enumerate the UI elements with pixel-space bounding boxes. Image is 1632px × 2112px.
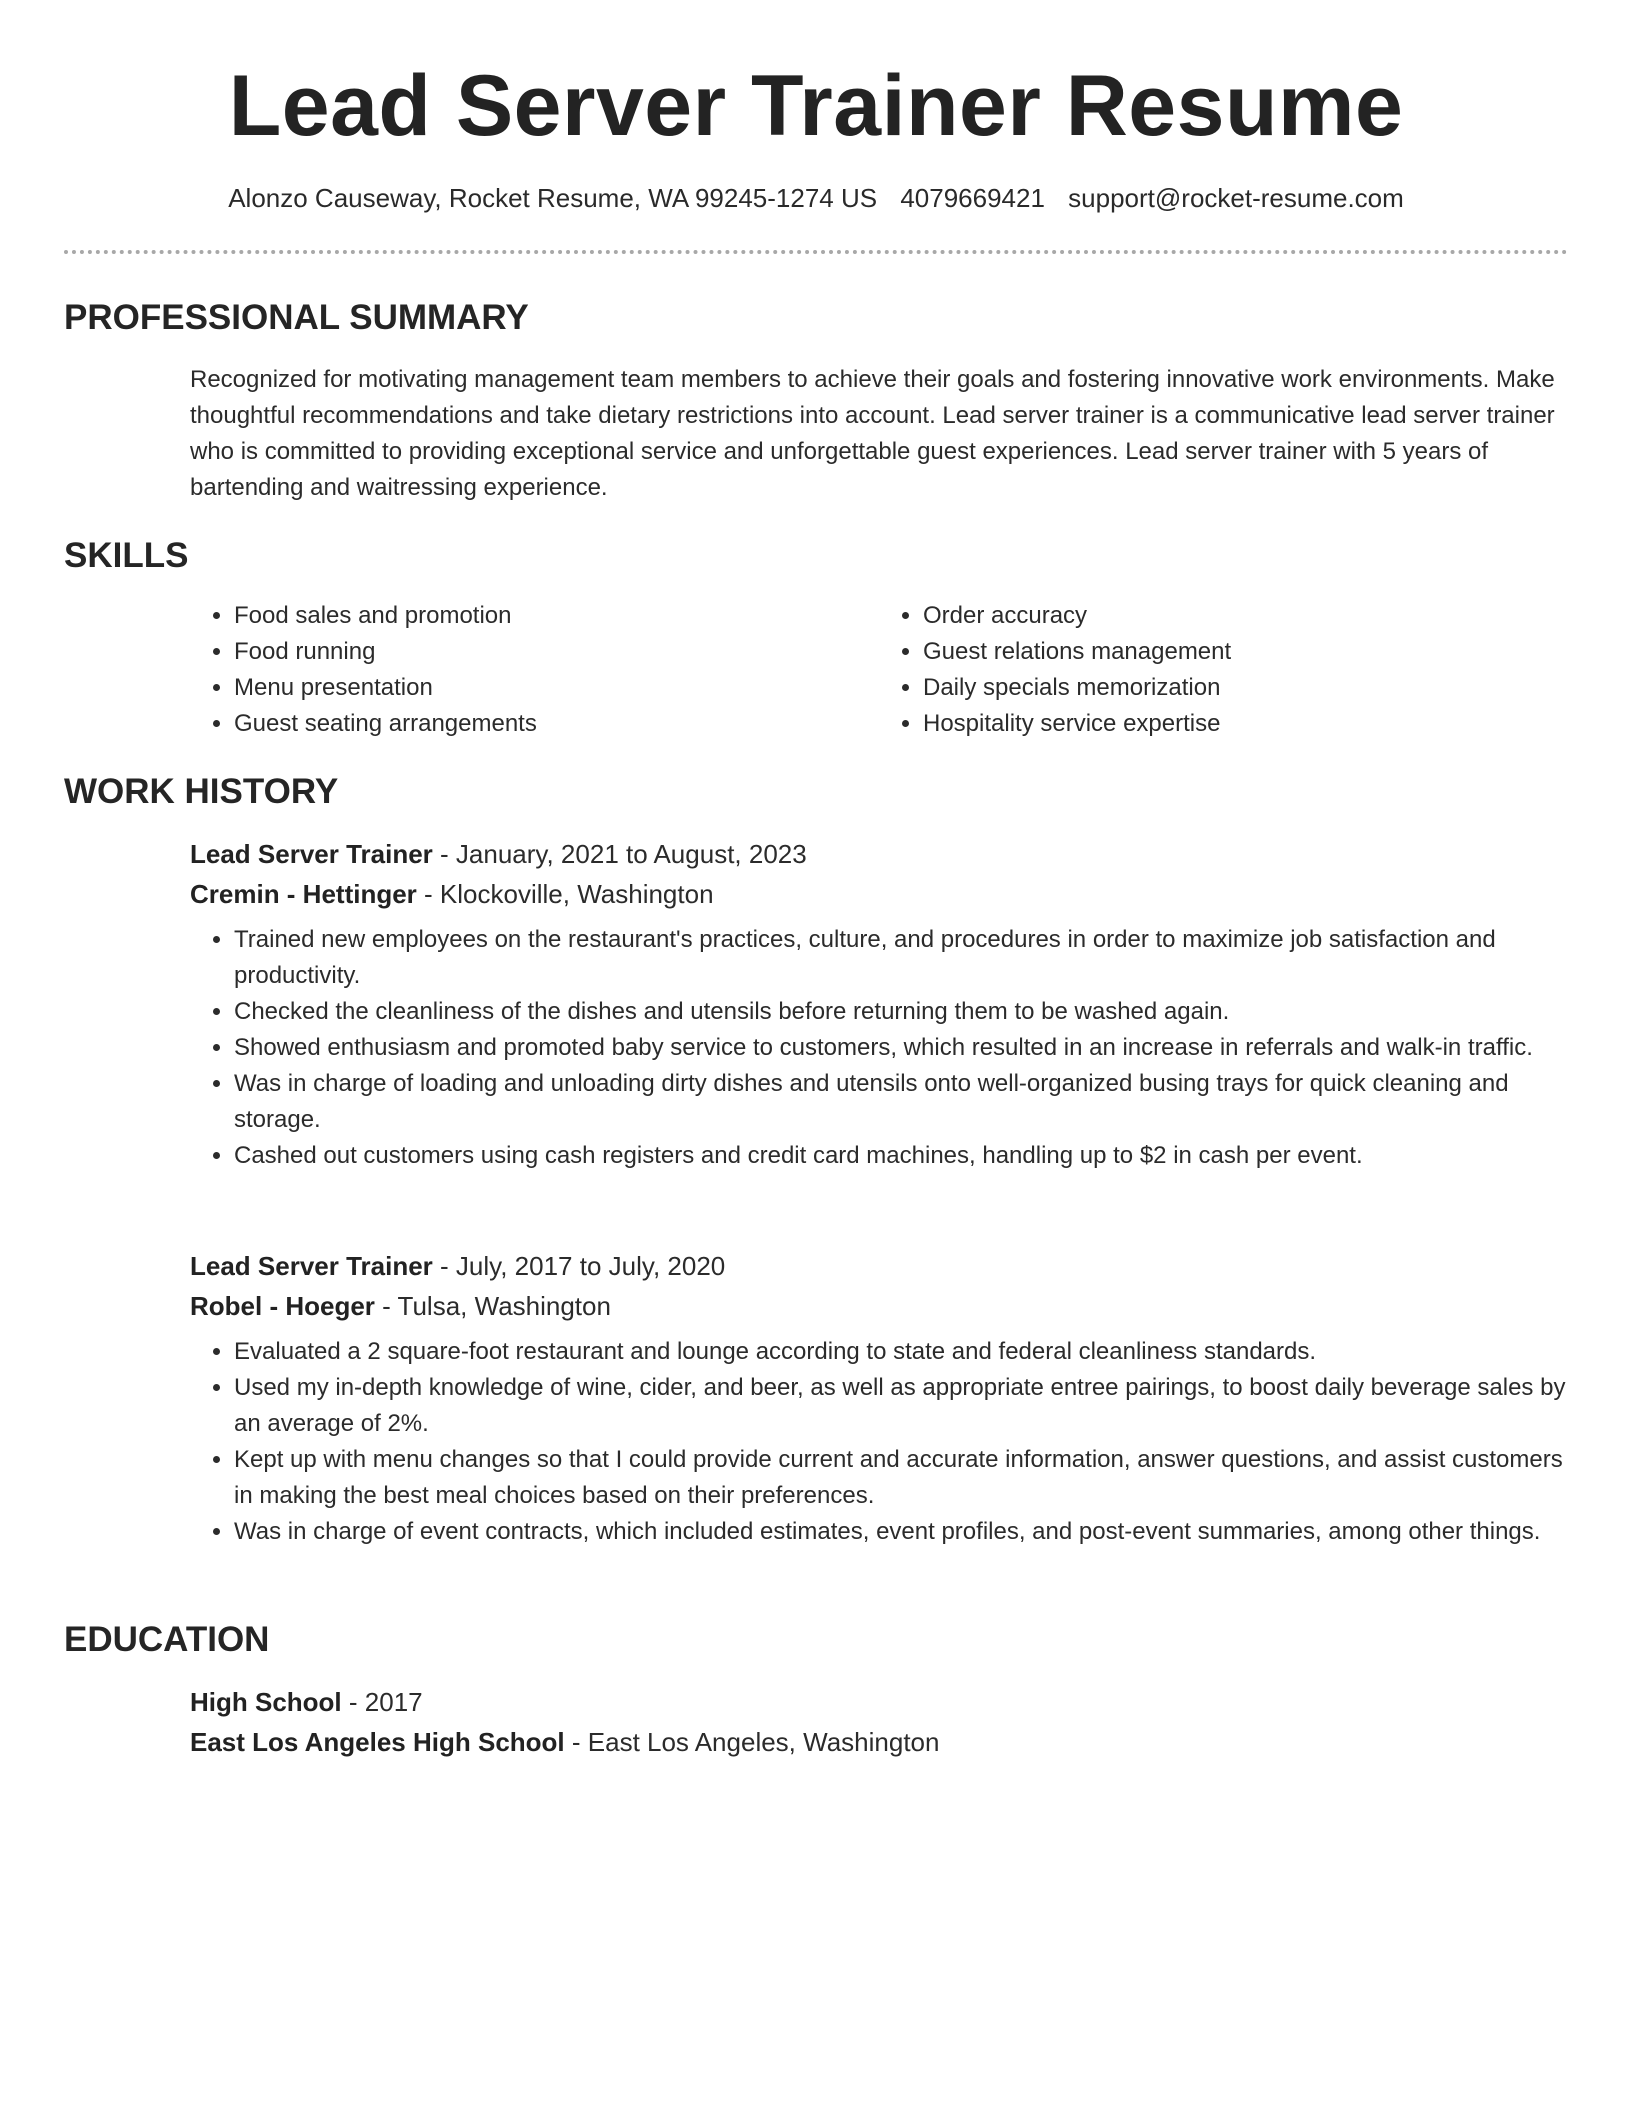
job-bullet: • Evaluated a 2 square-foot restaurant and lounge according to state and federal cleanliness standards. — [234, 1334, 1568, 1370]
job-dates: - July, 2017 to July, 2020 — [432, 1251, 726, 1281]
education-location: - East Los Angeles, Washington — [564, 1727, 940, 1757]
education-degree: High School — [190, 1687, 342, 1717]
job-entry — [190, 834, 1568, 1174]
job-bullet: • Checked the cleanliness of the dishes and utensils before returning them to be washed again. — [234, 994, 1568, 1030]
job-bullet: • Kept up with menu changes so that I could provide current and accurate information, answer questions, and assist customers in making the best meal choices based on their preferences. — [234, 1442, 1568, 1514]
education-degree-line — [190, 1682, 1568, 1722]
education-entry — [190, 1682, 1568, 1762]
job-entry — [190, 1246, 1568, 1550]
job-title: Lead Server Trainer — [190, 1251, 433, 1281]
work-heading: WORK HISTORY — [64, 772, 339, 811]
job-company: Cremin - Hettinger — [190, 879, 417, 909]
skill-item: • Guest relations management — [923, 634, 1568, 670]
skills-column-right — [879, 598, 1568, 742]
job-bullet: • Trained new employees on the restaurant's practices, culture, and procedures in order to maximize job satisfaction and productivity. — [234, 922, 1568, 994]
job-dates: - January, 2021 to August, 2023 — [432, 839, 807, 869]
skill-item: • Food sales and promotion — [234, 598, 879, 634]
education-school: East Los Angeles High School — [190, 1727, 565, 1757]
skills-column-left — [190, 598, 879, 742]
summary-heading: PROFESSIONAL SUMMARY — [64, 298, 529, 337]
job-bullet: • Used my in-depth knowledge of wine, cider, and beer, as well as appropriate entree pairings, to boost daily beverage sales by an average of 2%. — [234, 1370, 1568, 1442]
job-title-line — [190, 834, 1568, 874]
contact-address: Alonzo Causeway, Rocket Resume, WA 99245-1274 US — [228, 183, 878, 213]
job-bullet: • Showed enthusiasm and promoted baby service to customers, which resulted in an increase in referrals and walk-in traffic. — [234, 1030, 1568, 1066]
skills-heading: SKILLS — [64, 536, 189, 575]
job-bullets — [190, 1334, 1568, 1550]
skill-item: • Guest seating arrangements — [234, 706, 879, 742]
contact-phone: 4079669421 — [900, 183, 1045, 213]
job-title: Lead Server Trainer — [190, 839, 433, 869]
job-company-line — [190, 874, 1568, 914]
skill-item: • Menu presentation — [234, 670, 879, 706]
job-bullet: • Was in charge of event contracts, which included estimates, event profiles, and post-event summaries, among other things. — [234, 1514, 1568, 1550]
job-company: Robel - Hoeger — [190, 1291, 375, 1321]
skill-item: • Hospitality service expertise — [923, 706, 1568, 742]
job-bullets — [190, 922, 1568, 1174]
education-heading: EDUCATION — [64, 1620, 270, 1659]
job-location: - Tulsa, Washington — [374, 1291, 611, 1321]
job-bullet: • Cashed out customers using cash registers and credit card machines, handling up to $2 in cash per event. — [234, 1138, 1568, 1174]
job-location: - Klockoville, Washington — [416, 879, 714, 909]
skill-item: • Daily specials memorization — [923, 670, 1568, 706]
education-school-line — [190, 1722, 1568, 1762]
summary-text: Recognized for motivating management team members to achieve their goals and fostering innovative work environments. Make thoughtful recommendations and take dietary restrictions into account. Lead server trainer is a communicative lead server trainer who is committed to providing exceptional service and unforgettable guest experiences. Lead server trainer with 5 years of bartending and waitressing experience. — [190, 366, 1555, 501]
skill-item: • Order accuracy — [923, 598, 1568, 634]
contact-email: support@rocket-resume.com — [1068, 183, 1404, 213]
header-divider — [64, 250, 1568, 254]
job-title-line — [190, 1246, 1568, 1286]
resume-title: Lead Server Trainer Resume — [228, 58, 1404, 154]
education-year: - 2017 — [341, 1687, 423, 1717]
contact-line — [0, 182, 1632, 214]
skill-item: • Food running — [234, 634, 879, 670]
job-company-line — [190, 1286, 1568, 1326]
job-bullet: • Was in charge of loading and unloading dirty dishes and utensils onto well-organized busing trays for quick cleaning and storage. — [234, 1066, 1568, 1138]
skills-list — [190, 598, 1568, 742]
